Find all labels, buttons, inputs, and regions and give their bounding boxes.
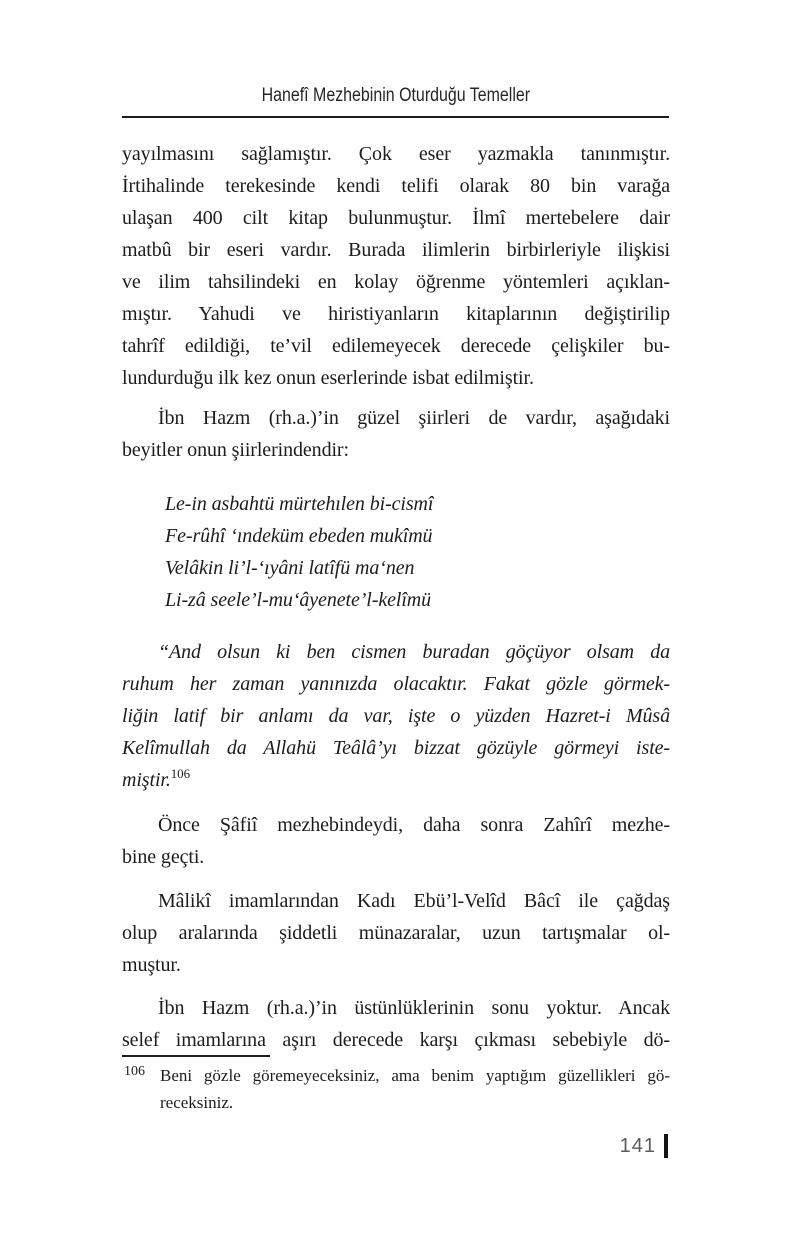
paragraph-poem-intro (122, 402, 670, 466)
text-line: yayılmasını sağlamıştır. Çok eser yazmakla tanınmıştır. (122, 143, 670, 165)
text-line: olup aralarında şiddetli münazaralar, uzun tartışmalar ol- (122, 922, 670, 944)
footnote-text (160, 1062, 670, 1116)
poem-line: Li-zâ seele’l-mu‘âyenete’l-kelîmü (165, 589, 432, 611)
text-line: ve ilim tahsilindeki en kolay öğrenme yöntemleri açıklan- (122, 271, 670, 293)
footnote-marker: 106 (124, 1064, 145, 1079)
text-line: selef imamlarına aşırı derecede karşı çıkması sebebiyle dö- (122, 1029, 670, 1051)
footnote-separator (122, 1055, 270, 1057)
text-line: İbn Hazm (rh.a.)’in üstünlüklerinin sonu yoktur. Ancak (158, 997, 670, 1019)
text-line: Kelîmullah da Allahü Teâlâ’yı bizzat gözüyle görmeyi iste- (122, 737, 670, 759)
text-line: liğin latif bir anlamı da var, işte o yüzden Hazret-i Mûsâ (122, 705, 670, 727)
text-line: “And olsun ki ben cismen buradan göçüyor olsam da (158, 641, 670, 663)
text-line: matbû bir eseri vardır. Burada ilimlerin birbirleriyle ilişkisi (122, 239, 670, 261)
footer-bar (664, 1134, 668, 1158)
text-line: tahrîf edildiği, te’vil edilemeyecek derecede çelişkiler bu- (122, 335, 670, 357)
text-line: muştur. (122, 954, 181, 976)
text-line: Mâlikî imamlarından Kadı Ebü’l-Velîd Bâcî ile çağdaş (158, 890, 670, 912)
text-line: mıştır. Yahudi ve hiristiyanların kitaplarının değiştirilip (122, 303, 670, 325)
text-line: bine geçti. (122, 846, 205, 868)
translation-last-words: miştir. (122, 769, 171, 791)
page-number: 141 (619, 1134, 656, 1157)
poem-translation (122, 636, 670, 796)
poem-line: Le-in asbahtü mürtehılen bi-cismî (165, 493, 434, 515)
poem-line: Fe-rûhî ‘ındeküm ebeden mukîmü (165, 525, 433, 547)
running-header (122, 85, 670, 107)
footnote (122, 1062, 670, 1116)
text-line: İbn Hazm (rh.a.)’in güzel şiirleri de vardır, aşağıdaki (158, 407, 670, 429)
text-line: ruhum her zaman yanınızda olacaktır. Fakat gözle görmek- (122, 673, 670, 695)
text-line: Önce Şâfiî mezhebindeydi, daha sonra Zahîrî mezhe- (158, 814, 670, 836)
paragraph-maliki (122, 885, 670, 981)
text-column (122, 138, 670, 1056)
paragraph-madhhab (122, 809, 670, 873)
running-header-title: Hanefî Mezhebinin Oturduğu Temeller (261, 85, 531, 106)
poem-line: Velâkin li’l-‘ıyâni latîfü ma‘nen (165, 557, 415, 579)
text-line: lundurduğu ilk kez onun eserlerinde isbat edilmiştir. (122, 367, 534, 389)
page-footer (620, 1134, 668, 1158)
poem-block (122, 488, 670, 616)
header-rule (122, 116, 669, 118)
footnote-reference: 106 (170, 766, 190, 781)
footnote-line: receksiniz. (160, 1093, 234, 1112)
footnote-line: Beni gözle göremeyeceksiniz, ama benim yaptığım güzellikleri gö- (160, 1066, 670, 1085)
text-line: ulaşan 400 cilt kitap bulunmuştur. İlmî mertebelere dair (122, 207, 670, 229)
paragraph-virtues (122, 992, 670, 1056)
paragraph-continuation (122, 138, 670, 394)
text-line (122, 764, 670, 796)
text-line: İrtihalinde terekesinde kendi telifi olarak 80 bin varağa (122, 175, 670, 197)
text-line: beyitler onun şiirlerindendir: (122, 439, 349, 461)
